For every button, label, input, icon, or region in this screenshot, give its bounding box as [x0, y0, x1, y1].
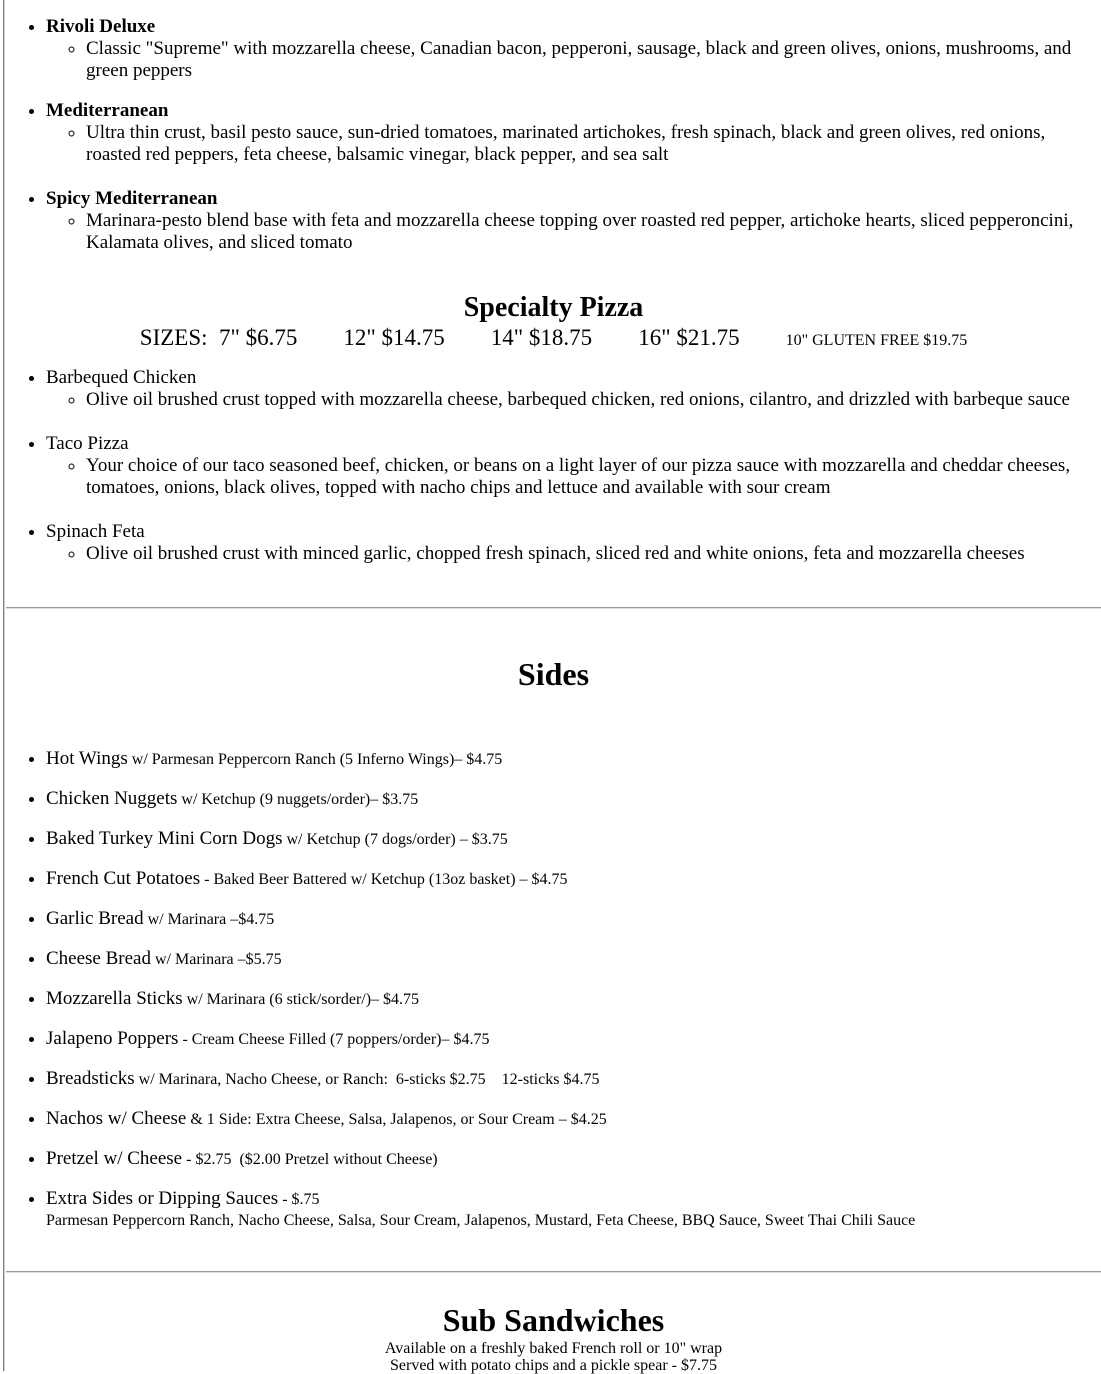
- side-detail: & 1 Side: Extra Cheese, Salsa, Jalapenos, or Sour Cream – $4.25: [186, 1111, 607, 1128]
- side-name: French Cut Potatoes: [46, 868, 201, 889]
- list-item: [46, 521, 1101, 565]
- pizza-description: ◦ Olive oil brushed crust with minced garlic, chopped fresh spinach, sliced red and white onions, feta and mozzarella cheeses: [86, 543, 1101, 565]
- sauce-list: Parmesan Peppercorn Ranch, Nacho Cheese, Salsa, Sour Cream, Jalapenos, Mustard, Feta Cheese, BBQ Sauce, Sweet Thai Chili Sauce: [46, 1212, 916, 1229]
- side-detail: w/ Marinara, Nacho Cheese, or Ranch: 6-sticks $2.75 12-sticks $4.75: [134, 1071, 600, 1088]
- size-price: 12" $14.75: [343, 325, 445, 350]
- side-name: Garlic Bread: [46, 908, 144, 929]
- top-pizza-list-3: [6, 188, 1101, 254]
- specialty-pizza-list: [6, 367, 1101, 411]
- list-item: [46, 788, 418, 811]
- side-name: Cheese Bread: [46, 948, 151, 969]
- top-pizza-list: [6, 16, 1101, 82]
- list-item: [46, 908, 274, 931]
- side-detail: w/ Marinara –$5.75: [150, 951, 282, 968]
- list-item: [46, 1028, 489, 1051]
- side-name: Baked Turkey Mini Corn Dogs: [46, 828, 283, 849]
- side-name: Pretzel w/ Cheese: [46, 1148, 183, 1169]
- pizza-name: Mediterranean: [46, 100, 169, 121]
- left-border: [3, 0, 5, 1371]
- side-detail: - Baked Beer Battered w/ Ketchup (13oz basket) – $4.75: [200, 871, 568, 888]
- side-name: Chicken Nuggets: [46, 788, 178, 809]
- specialty-pizza-list-3: [6, 521, 1101, 565]
- list-item: [46, 1068, 599, 1091]
- side-detail: w/ Parmesan Peppercorn Ranch (5 Inferno Wings)– $4.75: [127, 751, 503, 768]
- list-item: [46, 1108, 607, 1131]
- list-item: [46, 100, 1101, 166]
- side-detail: - $.75: [278, 1191, 320, 1208]
- side-name: Hot Wings: [46, 748, 128, 769]
- list-item: [46, 748, 502, 771]
- size-price: 7" $6.75: [219, 325, 298, 350]
- pizza-description: ◦ Ultra thin crust, basil pesto sauce, sun-dried tomatoes, marinated artichokes, fresh spinach, black and green olives, red onions, roasted red peppers, feta cheese, balsamic vinegar, black pepper, and sea salt: [86, 122, 1101, 166]
- list-item: [46, 367, 1101, 411]
- list-item: [46, 16, 1101, 82]
- list-item: [46, 1188, 1046, 1230]
- subs-bread-note: Available on a freshly baked French roll or 10" wrap: [384, 1340, 723, 1357]
- side-name: Nachos w/ Cheese: [46, 1108, 187, 1129]
- pizza-name: Spicy Mediterranean: [46, 188, 218, 209]
- list-item: [46, 828, 508, 851]
- pizza-description: ◦ Marinara-pesto blend base with feta and mozzarella cheese topping over roasted red pepper, artichoke hearts, sliced pepperoncini, Kalamata olives, and sliced tomato: [86, 210, 1101, 254]
- specialty-pizza-heading: Specialty Pizza: [463, 292, 644, 323]
- side-detail: w/ Marinara –$4.75: [143, 911, 275, 928]
- list-item: [46, 988, 419, 1011]
- sub-sandwiches-heading: Sub Sandwiches: [442, 1302, 665, 1338]
- gluten-free-price: 10" GLUTEN FREE $19.75: [785, 332, 968, 349]
- side-name: Extra Sides or Dipping Sauces: [46, 1188, 279, 1209]
- list-item: [46, 868, 568, 891]
- top-pizza-list-2: [6, 100, 1101, 166]
- pizza-description: ◦ Your choice of our taco seasoned beef, chicken, or beans on a light layer of our pizza sauce with mozzarella and cheddar cheeses, tomatoes, onions, black olives, topped with nacho chips and lettuce and available with sour cream: [86, 455, 1101, 499]
- side-detail: w/ Ketchup (9 nuggets/order)– $3.75: [177, 791, 419, 808]
- side-detail: w/ Ketchup (7 dogs/order) – $3.75: [282, 831, 508, 848]
- pizza-description: ◦ Olive oil brushed crust topped with mozzarella cheese, barbequed chicken, red onions, cilantro, and drizzled with barbeque sauce: [86, 389, 1101, 411]
- side-name: Mozzarella Sticks: [46, 988, 183, 1009]
- pizza-name: Taco Pizza: [46, 433, 129, 454]
- side-name: Breadsticks: [46, 1068, 135, 1089]
- side-detail: - Cream Cheese Filled (7 poppers/order)– $4.75: [178, 1031, 490, 1048]
- pizza-name: Barbequed Chicken: [46, 367, 197, 388]
- sides-heading: Sides: [517, 656, 590, 692]
- pizza-sizes: [6, 325, 1101, 354]
- list-item: [46, 948, 282, 971]
- subs-served-note: Served with potato chips and a pickle spear - $7.75: [389, 1357, 718, 1374]
- list-item: [46, 188, 1101, 254]
- section-divider: [6, 1271, 1101, 1273]
- side-detail: - $2.75 ($2.00 Pretzel without Cheese): [182, 1151, 438, 1168]
- pizza-description: ◦ Classic "Supreme" with mozzarella cheese, Canadian bacon, pepperoni, sausage, black and green olives, onions, mushrooms, and green peppers: [86, 38, 1101, 82]
- size-price: 16" $21.75: [638, 325, 740, 350]
- side-detail: w/ Marinara (6 stick/sorder/)– $4.75: [182, 991, 420, 1008]
- pizza-name: Spinach Feta: [46, 521, 145, 542]
- list-item: [46, 433, 1101, 499]
- size-price: 14" $18.75: [490, 325, 593, 350]
- side-name: Jalapeno Poppers: [46, 1028, 179, 1049]
- sizes-label: SIZES:: [139, 325, 208, 350]
- list-item: [46, 1148, 438, 1171]
- section-divider: [6, 607, 1101, 609]
- pizza-name: Rivoli Deluxe: [46, 16, 156, 37]
- specialty-pizza-list-2: [6, 433, 1101, 499]
